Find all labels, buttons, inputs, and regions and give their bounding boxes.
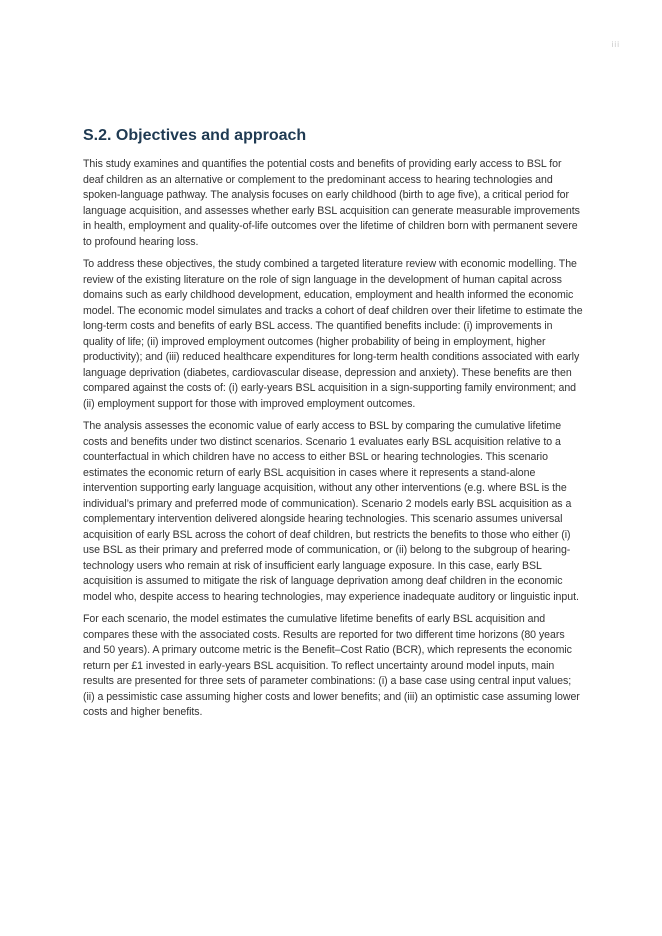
paragraph-results: For each scenario, the model estimates the cumulative lifetime benefits of early BSL acquisition and compares these with the associated costs. Results are reported for two different time horizons (80 years and 50 years). A primary outcome metric is the Benefit–Cost Ratio (BCR), which represents the economic return per £1 invested in early-years BSL acquisition. To reflect uncertainty around model inputs, main results are presented for three sets of parameter combinations: (i) a base case using central input values; (ii) a pessimistic case assuming higher costs and lower benefits; and (iii) an optimistic case assuming lower costs and higher benefits. [83, 613, 580, 718]
paragraph-methodology: To address these objectives, the study combined a targeted literature review with economic modelling. The review of the existing literature on the role of sign language in the development of human capital across domains such as early childhood development, education, employment and health informed the economic model. The economic model simulates and tracks a cohort of deaf children over their lifetime to estimate the long-term costs and benefits of early BSL access. The quantified benefits include: (i) improvements in quality of life; (ii) improved employment outcomes (higher probability of being in employment, higher productivity); and (iii) reduced healthcare expenditures for long-term health conditions associated with early language deprivation (diabetes, cardiovascular disease, depression and anxiety). These benefits are then compared against the costs of: (i) early-years BSL acquisition in a sign-supporting family environment; and (ii) employment support for those with improved employment outcomes. [83, 258, 583, 410]
document-body [83, 126, 583, 728]
paragraph-scenarios: The analysis assesses the economic value of early access to BSL by comparing the cumulative lifetime costs and benefits under two distinct scenarios. Scenario 1 evaluates early BSL acquisition relative to a counterfactual in which children have no access to either BSL or hearing technologies. This scenario estimates the economic return of early BSL acquisition in cases where it represents a stand-alone intervention supporting early language acquisition, without any other interventions (e.g. where BSL is the individual’s primary and preferred mode of communication). Scenario 2 models early BSL acquisition as a complementary intervention delivered alongside hearing technologies. This scenario assumes universal acquisition of early BSL across the cohort of deaf children, but restricts the benefits to those who either (i) use BSL as their primary and preferred mode of communication, or (ii) belong to the subgroup of hearing-technology users who remain at risk of insufficient early language exposure. In this case, early BSL acquisition is assumed to mitigate the risk of language deprivation among deaf children in the economic model who, despite access to hearing technologies, may experience inadequate auditory or linguistic input. [83, 420, 579, 603]
section-heading: S.2. Objectives and approach [83, 127, 307, 144]
paragraph-objectives: This study examines and quantifies the potential costs and benefits of providing early access to BSL for deaf children as an alternative or complement to the predominant access to hearing technologies and spoken-language pathway. The analysis focuses on early childhood (birth to age five), a critical period for language acquisition, and assesses whether early BSL acquisition can generate measurable improvements in health, employment and quality-of-life outcomes over the lifetime of children born with permanent severe to profound hearing loss. [83, 158, 580, 248]
page-number: iii [611, 40, 620, 49]
